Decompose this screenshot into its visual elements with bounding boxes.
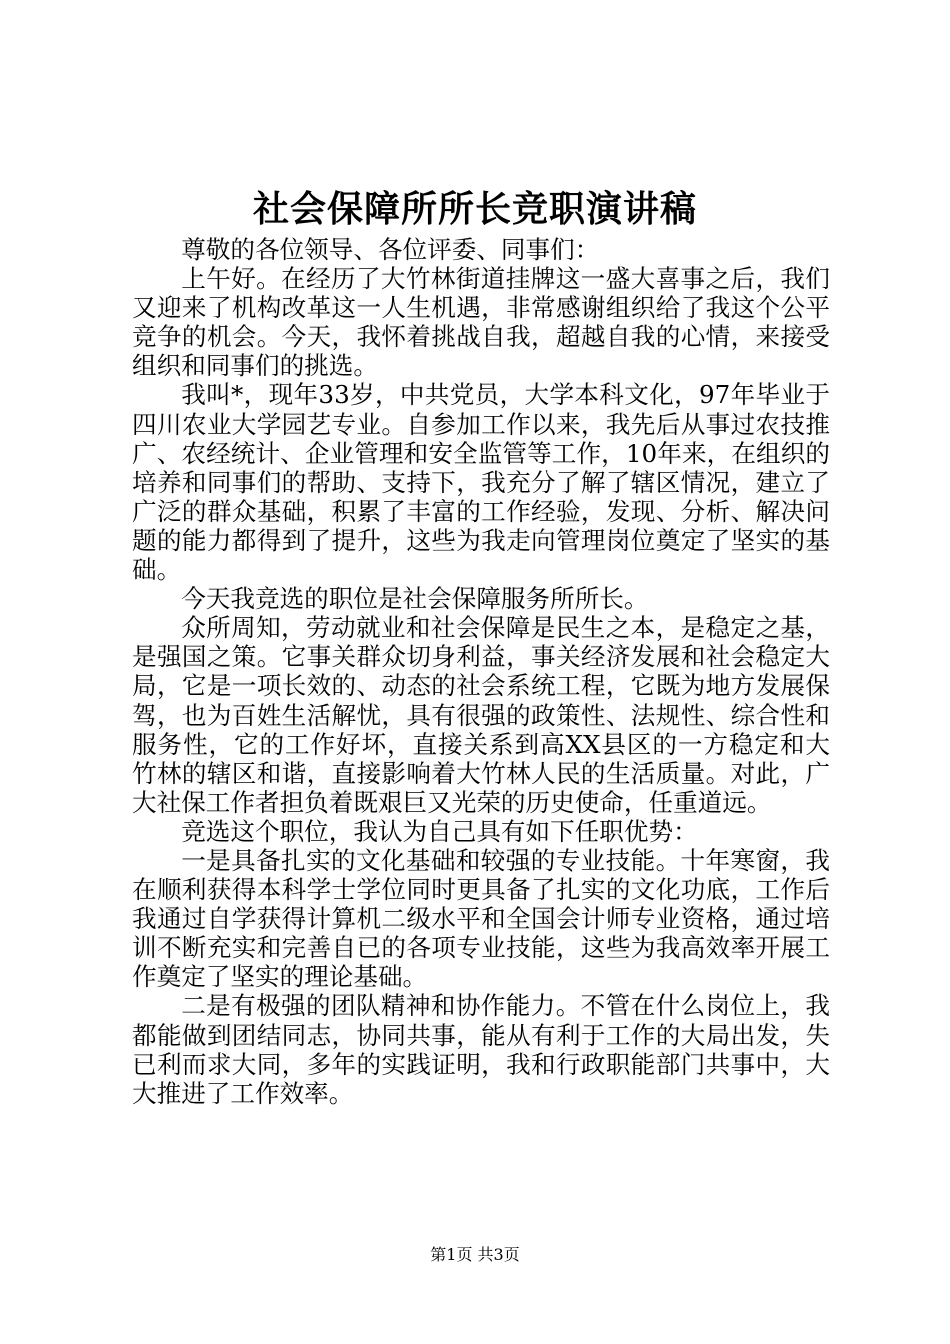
paragraph-salutation: 尊敬的各位领导、各位评委、同事们： <box>181 235 600 264</box>
paragraph-position: 今天我竞选的职位是社会保障服务所所长。 <box>181 584 649 614</box>
paragraph-social-security-importance: 众所周知，劳动就业和社会保障是民生之本，是稳定之基，是强国之策。它事关群众切身利益，事关经济发展和社会稳定大局，它是一项长效的、动态的社会系统工程，它既为地方发展保驾，也为百姓生活解忧，具有很强的政策性、法规性、综合性和服务性，它的工作好坏，直接关系到高XX县区的一方稳定和大竹林的辖区和谐，直接影响着大竹林人民的生活质量。对此，广大社保工作者担负着既艰巨又光荣的历史使命，任重道远。 <box>132 613 830 817</box>
page-number-footer: 第1页 共3页 <box>430 1245 520 1264</box>
paragraph-greeting: 上午好。在经历了大竹林街道挂牌这一盛大喜事之后，我们又迎来了机构改革这一人生机遇，非常感谢组织给了我这个公平竞争的机会。今天，我怀着挑战自我，超越自我的心情，来接受组织和同事们的挑选。 <box>132 264 830 381</box>
paragraph-self-introduction: 我叫*，现年33岁，中共党员，大学本科文化，97年毕业于四川农业大学园艺专业。自参加工作以来，我先后从事过农技推广、农经统计、企业管理和安全监管等工作，10年来，在组织的培养和同事们的帮助、支持下，我充分了解了辖区情况，建立了广泛的群众基础，积累了丰富的工作经验，发现、分析、解决问题的能力都得到了提升，这些为我走向管理岗位奠定了坚实的基础。 <box>132 380 830 585</box>
document-title: 社会保障所所长竞职演讲稿 <box>252 188 697 230</box>
paragraph-advantages-intro: 竞选这个职位，我认为自己具有如下任职优势： <box>181 816 698 846</box>
paragraph-advantage-one: 一是具备扎实的文化基础和较强的专业技能。十年寒窗，我在顺利获得本科学士学位同时更具备了扎实的文化功底，工作后我通过自学获得计算机二级水平和全国会计师专业资格，通过培训不断充实和完善自已的各项专业技能，这些为我高效率开展工作奠定了坚实的理论基础。 <box>132 845 830 992</box>
document-body <box>132 235 830 1108</box>
paragraph-advantage-two: 二是有极强的团队精神和协作能力。不管在什么岗位上，我都能做到团结同志，协同共事，能从有利于工作的大局出发，失已利而求大同，多年的实践证明，我和行政职能部门共事中，大大推进了工作效率。 <box>132 991 830 1108</box>
